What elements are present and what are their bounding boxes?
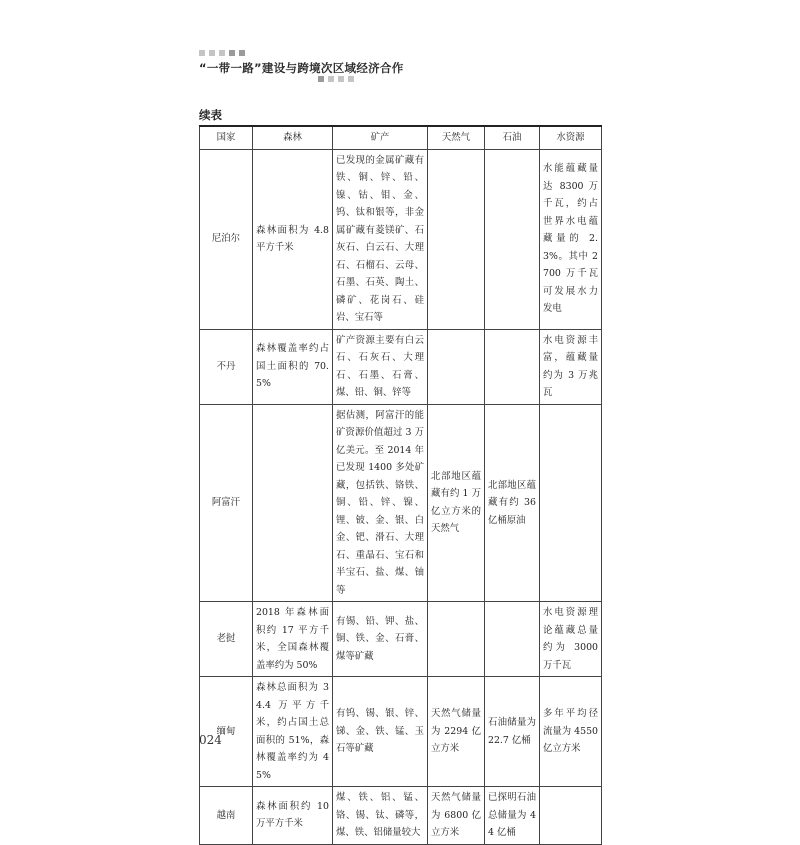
table-row [200, 149, 602, 329]
minerals-cell: 据估测，阿富汗的能矿资源价值超过 3 万亿美元。至 2014 年已发现 1400 多处矿藏，包括铁、铬铁、铜、铅、锌、镍、锂、铍、金、银、白金、钯、滑石、大理石、重晶石、宝石和半宝石、盐、煤、铀等 [333, 404, 428, 602]
oil-cell: 已探明石油总储量为 44 亿桶 [485, 787, 540, 845]
minerals-cell: 有锡、铅、钾、盐、铜、铁、金、石膏、煤等矿藏 [333, 602, 428, 677]
country-cell: 越南 [200, 787, 253, 845]
table-row [200, 329, 602, 404]
header-decoration-bottom [318, 76, 354, 82]
forest-cell: 森林覆盖率约占国土面积的 70.5% [253, 329, 333, 404]
deco-square [229, 50, 235, 56]
table-row [200, 787, 602, 845]
water-cell [540, 787, 602, 845]
deco-square [328, 76, 334, 82]
country-cell: 尼泊尔 [200, 149, 253, 329]
gas-cell: 北部地区蕴藏有约 1 万亿立方米的天然气 [428, 404, 485, 602]
minerals-cell: 煤、铁、铝、锰、铬、锡、钛、磷等，煤、铁、铝储量较大 [333, 787, 428, 845]
table-row [200, 404, 602, 602]
running-title: “一带一路”建设与跨境次区域经济合作 [199, 61, 404, 75]
column-header-gas: 天然气 [428, 126, 485, 149]
forest-cell: 森林面积为 4.8 平方千米 [253, 149, 333, 329]
column-header-oil: 石油 [485, 126, 540, 149]
table-row [200, 602, 602, 677]
oil-cell [485, 602, 540, 677]
water-cell: 多年平均径流量为 4550 亿立方米 [540, 677, 602, 787]
gas-cell [428, 329, 485, 404]
oil-cell [485, 149, 540, 329]
country-cell: 老挝 [200, 602, 253, 677]
resources-table [199, 125, 602, 845]
country-cell: 阿富汗 [200, 404, 253, 602]
gas-cell [428, 149, 485, 329]
gas-cell: 天然气储量为 2294 亿立方米 [428, 677, 485, 787]
forest-cell [253, 404, 333, 602]
water-cell: 水电资源理论蕴藏总量约为 3000 万千瓦 [540, 602, 602, 677]
column-header-minerals: 矿产 [333, 126, 428, 149]
oil-cell: 石油储量为 22.7 亿桶 [485, 677, 540, 787]
page-number: 024 [199, 733, 222, 747]
column-header-country: 国家 [200, 126, 253, 149]
minerals-cell: 有钨、锡、银、锌、锑、金、铁、锰、玉石等矿藏 [333, 677, 428, 787]
deco-square [318, 76, 324, 82]
table-header-row [200, 126, 602, 149]
forest-cell: 2018 年森林面积约 17 平方千米，全国森林覆盖率约为 50% [253, 602, 333, 677]
country-cell: 不丹 [200, 329, 253, 404]
water-cell: 水能蕴藏量达 8300 万千瓦，约占世界水电蕴藏量的 2.3%。其中 2700 万千瓦可发展水力发电 [540, 149, 602, 329]
forest-cell: 森林总面积为 34.4 万平方千米，约占国土总面积的 51%，森林覆盖率约为 45% [253, 677, 333, 787]
deco-square [219, 50, 225, 56]
country-cell: 缅甸 [200, 677, 253, 787]
water-cell [540, 404, 602, 602]
deco-square [348, 76, 354, 82]
minerals-cell: 已发现的金属矿藏有铁、铜、锌、铅、镍、钴、钼、金、钨、钛和银等，非金属矿藏有菱镁矿、石灰石、白云石、大理石、石榴石、云母、石墨、石英、陶土、磷矿、花岗石、硅岩、宝石等 [333, 149, 428, 329]
minerals-cell: 矿产资源主要有白云石、石灰石、大理石、石墨、石膏、煤、铅、铜、锌等 [333, 329, 428, 404]
column-header-forest: 森林 [253, 126, 333, 149]
deco-square [239, 50, 245, 56]
deco-square [338, 76, 344, 82]
oil-cell: 北部地区蕴藏有约 36 亿桶原油 [485, 404, 540, 602]
oil-cell [485, 329, 540, 404]
gas-cell: 天然气储量为 6800 亿立方米 [428, 787, 485, 845]
header-decoration-top [199, 50, 245, 56]
deco-square [199, 50, 205, 56]
table-row [200, 677, 602, 787]
water-cell: 水电资源丰富，蕴藏量约为 3 万兆瓦 [540, 329, 602, 404]
gas-cell [428, 602, 485, 677]
forest-cell: 森林面积约 10 万平方千米 [253, 787, 333, 845]
deco-square [209, 50, 215, 56]
column-header-water: 水资源 [540, 126, 602, 149]
table-continued-label: 续表 [199, 108, 222, 122]
